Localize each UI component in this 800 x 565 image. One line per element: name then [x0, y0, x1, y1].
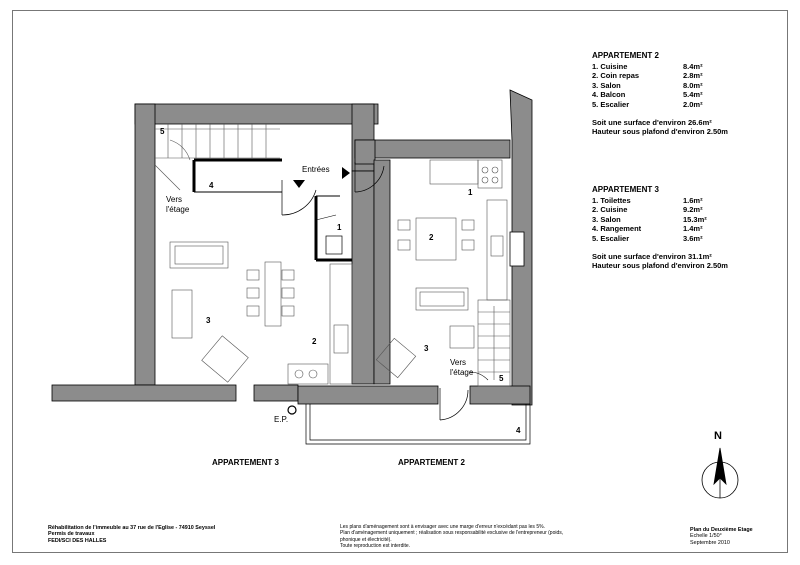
apt3-south-wall-left [52, 385, 236, 401]
room-area: 2.0m² [683, 99, 703, 109]
apt3-legend-title: APPARTEMENT 3 [592, 185, 659, 194]
legend-row [592, 196, 728, 206]
kitchen-counter-right [487, 200, 507, 300]
room-name: 2. Coin repas [592, 71, 640, 81]
plan-title: Plan du Deuxième Etage [690, 527, 753, 533]
room-area: 8.0m² [683, 80, 703, 90]
room-name: 3. Salon [592, 80, 621, 90]
toilet-fixture [326, 236, 342, 254]
entrees-label: Entrées [302, 165, 330, 174]
apt3-north-wall [135, 104, 378, 124]
apt3-stairs-note [166, 195, 189, 215]
apt3-legend [592, 185, 728, 271]
legend-row [592, 234, 728, 244]
stairs-note-line1: Vers [450, 358, 467, 367]
apt3-staircase [155, 124, 280, 190]
apt2-room-1-label: 1 [468, 188, 473, 197]
note-line: Plan d'aménagement uniquement ; réalisation sous responsabilité exclusive de l'entrepreneur (poids, phonique et électricité). [340, 530, 564, 543]
kitchen-unit [430, 160, 478, 184]
apt3-surface: Soit une surface d'environ 31.1m² [592, 251, 712, 261]
apt3-east-wall [352, 171, 374, 384]
legend-row [592, 100, 728, 110]
apt2-room-4-label: 4 [516, 426, 521, 435]
room-area: 1.6m² [683, 195, 703, 205]
room-name: 3. Salon [592, 214, 621, 224]
permit-label: Permis de travaux [48, 531, 95, 538]
apt3-height: Hauteur sous plafond d'environ 2.50m [592, 261, 728, 271]
apt3-plan-label: APPARTEMENT 3 [212, 458, 279, 467]
apt2-south-wall-right [470, 386, 530, 404]
room-area: 15.3m² [683, 214, 707, 224]
apt2-north-wall [355, 140, 510, 158]
apt3-west-wall [135, 104, 155, 385]
project-title: Réhabilitation de l'immeuble au 37 rue de l'Eglise - 74910 Seyssel [48, 525, 216, 531]
room-area: 9.2m² [683, 205, 703, 215]
apt2-room-2-label: 2 [429, 233, 434, 242]
room-name: 5. Escalier [592, 233, 630, 243]
apt2-walls [298, 90, 532, 405]
apt2-west-wall [374, 160, 390, 384]
room-area: 2.8m² [683, 71, 703, 81]
north-label: N [714, 430, 722, 442]
apt2-legend-title: APPARTEMENT 2 [592, 51, 659, 60]
legend-row [592, 224, 728, 234]
room-name: 1. Cuisine [592, 61, 628, 71]
apt3-south-wall-right [254, 385, 298, 401]
apt2-plan-label: APPARTEMENT 2 [398, 458, 465, 467]
room-name: 1. Toilettes [592, 195, 631, 205]
room-name: 4. Balcon [592, 90, 626, 100]
room-area: 5.4m² [683, 90, 703, 100]
note-line: Toute reproduction est interdite. [340, 543, 411, 550]
legend-row [592, 81, 728, 91]
apt2-furniture [376, 160, 507, 378]
stairs-note-line2: l'étage [450, 368, 474, 377]
legend-row [592, 71, 728, 81]
stairs-note-line1: Vers [166, 195, 183, 204]
apt3-walls [52, 104, 378, 401]
plan-scale: Echelle 1/50° [690, 533, 722, 540]
apt2-room-3-label: 3 [424, 344, 429, 353]
apt3-room-4-label: 4 [209, 181, 214, 190]
title-block-left [48, 525, 308, 544]
apt2-nw-jog [355, 140, 375, 164]
apt2-height: Hauteur sous plafond d'environ 2.50m [592, 127, 728, 137]
apt2-room-5-label: 5 [499, 374, 504, 383]
apt2-window [510, 232, 524, 266]
entry-arrow-left [293, 180, 305, 188]
apt3-room-3-label: 3 [206, 316, 211, 325]
apt2-balcony-door [440, 388, 468, 420]
north-arrow-icon [702, 448, 738, 498]
stairs-note-line2: l'étage [166, 205, 190, 214]
apt2-staircase [478, 300, 510, 386]
ep-label: E.P. [274, 415, 289, 424]
room-name: 2. Cuisine [592, 205, 628, 215]
legend-row [592, 62, 728, 72]
legend-row [592, 90, 728, 100]
legend-row [592, 205, 728, 215]
room-name: 4. Rangement [592, 224, 642, 234]
room-name: 5. Escalier [592, 99, 630, 109]
room-area: 3.6m² [683, 233, 703, 243]
apt3-storage-partition [194, 160, 282, 192]
apt3-furniture [170, 242, 352, 384]
legend-row [592, 215, 728, 225]
apt3-room-5-label: 5 [160, 127, 165, 136]
apt2-stairs-note [450, 358, 473, 378]
armchair [202, 336, 249, 382]
entry-arrow-right [342, 167, 350, 179]
kitchen-counter [330, 264, 352, 384]
note-line: Les plans d'aménagement sont à envisager avec une marge d'erreur n'excédant pas les 5%. [340, 524, 545, 530]
title-block-right [690, 527, 780, 546]
sofa-side [172, 290, 192, 338]
dining-table-right [416, 218, 456, 260]
apt2-south-wall-left [298, 386, 438, 404]
apt3-toilet-walls [316, 196, 352, 260]
dining-table [265, 262, 281, 326]
plan-date: Septembre 2010 [690, 539, 730, 546]
title-block-notes [340, 524, 570, 550]
room-area: 8.4m² [683, 61, 703, 71]
apt2-balcony [306, 404, 530, 444]
apt3-room-2-label: 2 [312, 337, 317, 346]
sofa-right [416, 288, 468, 310]
rainwater-pipe-marker [288, 406, 296, 414]
apt2-legend [592, 51, 728, 137]
apt2-surface: Soit une surface d'environ 26.6m² [592, 117, 712, 127]
room-area: 1.4m² [683, 224, 703, 234]
client-label: FEDI/SCI DES HALLES [48, 537, 107, 544]
apt3-room-1-label: 1 [337, 223, 342, 232]
